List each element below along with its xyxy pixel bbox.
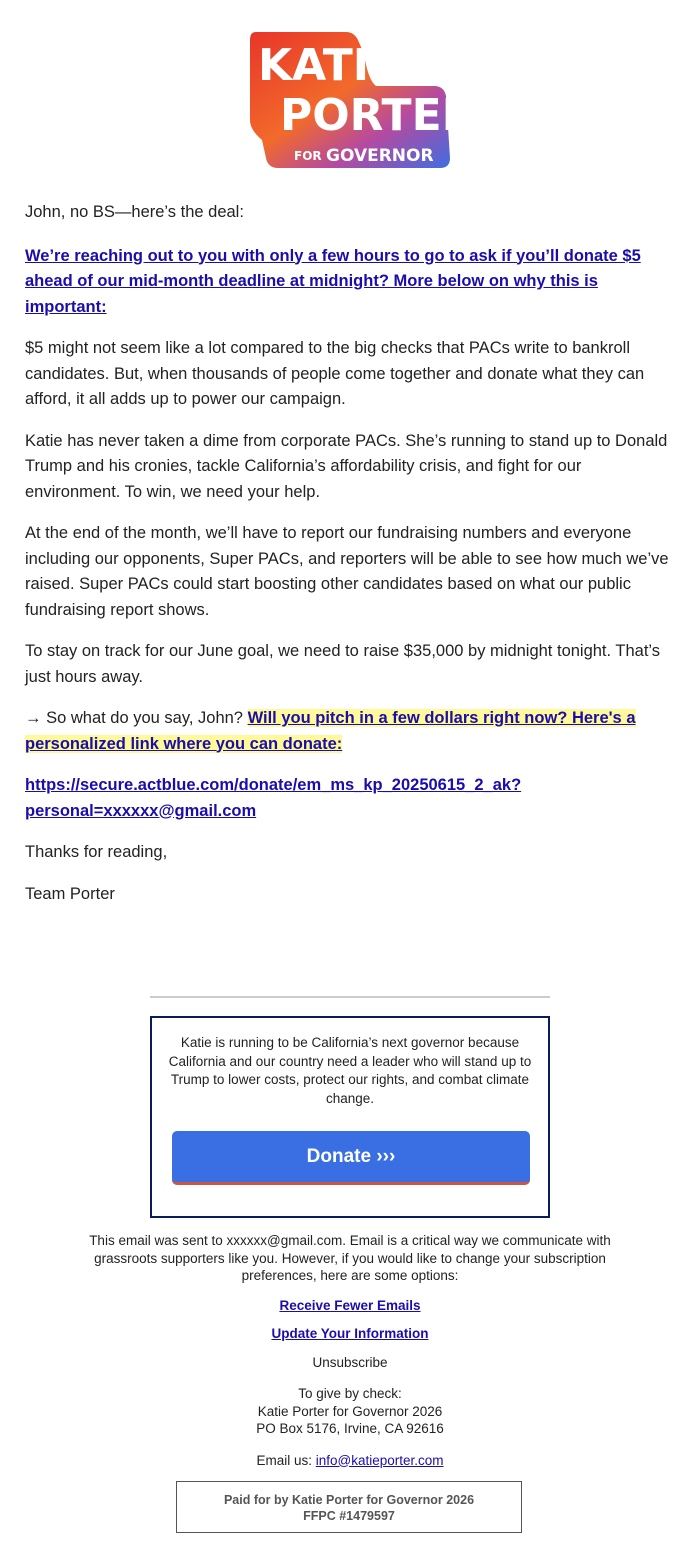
check-address-line: PO Box 5176, Irvine, CA 92616 (256, 1421, 444, 1436)
email-us (60, 1452, 640, 1470)
footer (60, 1232, 640, 1469)
divider (150, 996, 550, 998)
greeting: John, no BS—here’s the deal: (25, 203, 244, 221)
paragraph-1: $5 might not seem like a lot compared to the big checks that PACs write to bankroll candidates. But, when thousands of people come together and donate what they can afford, it all adds up to power our campaign. (25, 339, 645, 408)
footer-note: This email was sent to xxxxxx@gmail.com. Email is a critical way we communicate with grassroots supporters like you. However, if you would like to change your subscription preferences, here are some options: (89, 1233, 611, 1283)
receive-fewer-emails-link[interactable]: Receive Fewer Emails (279, 1297, 421, 1313)
email-label: Email us: (256, 1452, 316, 1468)
paid-for-line: Paid for by Katie Porter for Governor 2026 (223, 1493, 475, 1507)
donate-blurb: Katie is running to be California’s next governor because California and our country need a leader who will stand up to Trump to lower costs, protect our rights, and combat climate change. (168, 1035, 532, 1106)
katie-porter-logo[interactable] (248, 30, 476, 172)
check-address (60, 1385, 640, 1438)
donate-box (150, 1016, 550, 1218)
ffpc-line: FFPC #1479597 (303, 1509, 395, 1523)
svg-text:KATIE: KATIE (258, 40, 400, 91)
check-label: To give by check: (298, 1386, 402, 1401)
ask-prefix: → So what do you say, John? (25, 709, 248, 727)
donate-url-link[interactable]: https://secure.actblue.com/donate/em_ms_kp_20250615_2_ak?personal=xxxxxx@gmail.com (25, 776, 522, 820)
paragraph-3: At the end of the month, we’ll have to report our fundraising numbers and everyone including our opponents, Super PACs, and reporters will be able to see how much we’ve raised. Super PACs could start boosting other candidates based on what our public fundraising report shows. (25, 524, 669, 619)
svg-text:FOR: FOR (294, 149, 322, 163)
unsubscribe-link[interactable]: Unsubscribe (312, 1354, 388, 1370)
signature: Team Porter (25, 884, 115, 903)
donate-button[interactable]: Donate ››› (172, 1131, 530, 1185)
email-link[interactable]: info@katieporter.com (315, 1452, 444, 1468)
closing: Thanks for reading, (25, 843, 168, 861)
update-information-link[interactable]: Update Your Information (271, 1326, 429, 1341)
paragraph-4: To stay on track for our June goal, we need to raise $35,000 by midnight tonight. That’s just hours away. (25, 642, 661, 686)
intro-donate-link[interactable]: We’re reaching out to you with only a few hours to go to ask if you’ll donate $5 ahead of our mid-month deadline at midnight? More below on why this is important: (25, 246, 641, 316)
paid-for-disclaimer (176, 1481, 522, 1533)
ask-donate-link[interactable]: Will you pitch in a few dollars right now? Here's a personalized link where you can donate: (25, 709, 636, 753)
svg-text:PORTER: PORTER (280, 90, 476, 141)
check-org: Katie Porter for Governor 2026 (257, 1403, 443, 1419)
ask-paragraph (25, 706, 670, 757)
email-body (25, 200, 670, 923)
paragraph-2: Katie has never taken a dime from corporate PACs. She’s running to stand up to Donald Trump and his cronies, tackle California’s affordability crisis, and fight for our environment. To win, we need your help. (25, 431, 668, 501)
svg-text:GOVERNOR: GOVERNOR (326, 146, 434, 166)
